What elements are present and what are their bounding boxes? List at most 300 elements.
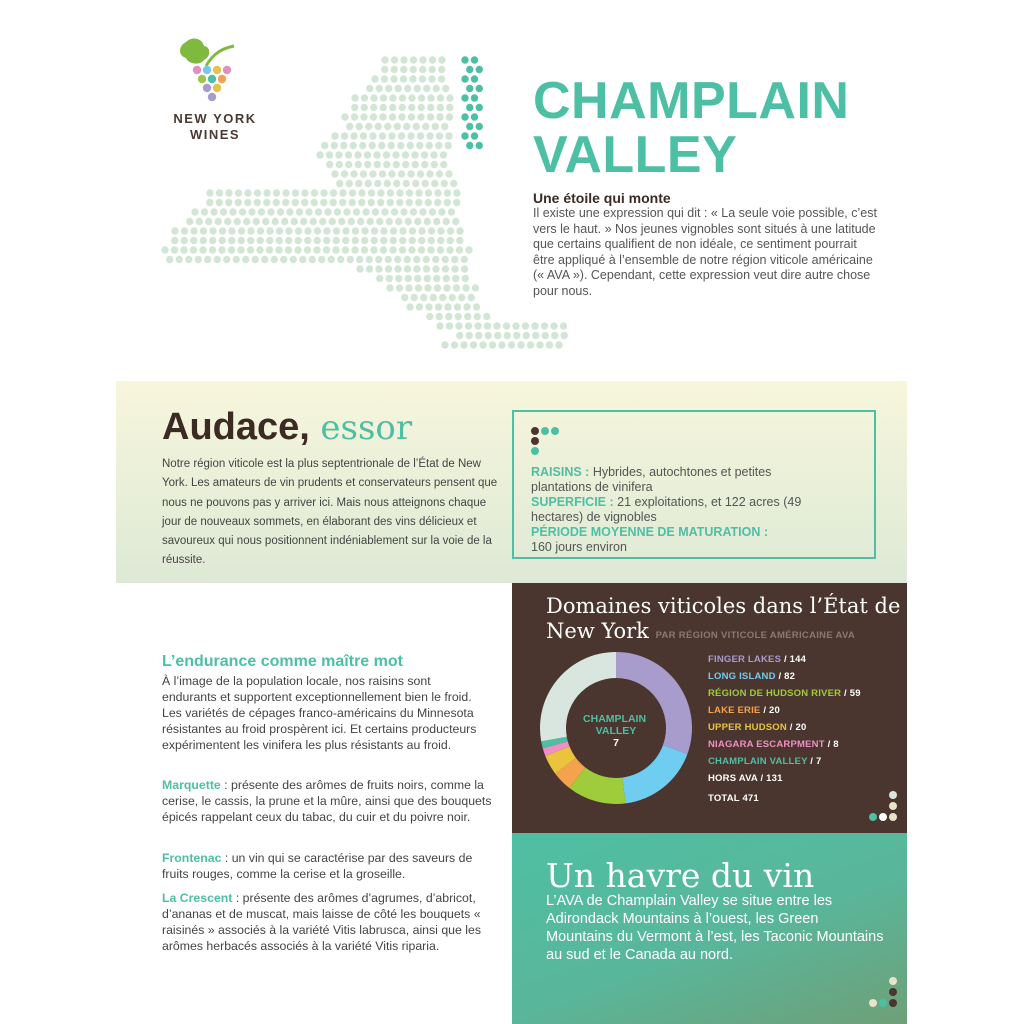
map-dot (389, 104, 396, 111)
map-dot (395, 275, 402, 282)
map-dot-champlain (466, 123, 473, 130)
donut-chart (536, 648, 696, 808)
map-dot (418, 104, 425, 111)
map-dot (474, 322, 481, 329)
map-dot (391, 66, 398, 73)
map-dot (244, 199, 251, 206)
map-dot (452, 218, 459, 225)
map-dot (360, 113, 367, 120)
map-dot (336, 161, 343, 168)
map-dot (334, 208, 341, 215)
map-dot (442, 85, 449, 92)
map-dot (396, 284, 403, 291)
map-dot (365, 180, 372, 187)
map-dot (400, 208, 407, 215)
map-dot (237, 246, 244, 253)
map-dot (376, 85, 383, 92)
map-dot (299, 256, 306, 263)
map-dot (431, 180, 438, 187)
map-dot (271, 256, 278, 263)
map-dot (441, 180, 448, 187)
map-dot (356, 256, 363, 263)
fact-value: 21 exploitations, et 122 acres (49 hectares) de vignobles (531, 495, 802, 524)
map-dot (301, 199, 308, 206)
map-dot (282, 189, 289, 196)
map-dot (350, 170, 357, 177)
map-dot (410, 208, 417, 215)
facts-list (531, 465, 831, 555)
map-dot (223, 256, 230, 263)
map-dot (352, 237, 359, 244)
map-dot (225, 189, 232, 196)
map-dot (426, 132, 433, 139)
map-dot (266, 227, 273, 234)
title-line1: CHAMPLAIN (533, 72, 850, 130)
map-dot (314, 227, 321, 234)
map-dot (408, 94, 415, 101)
legend-item (708, 753, 898, 770)
map-dot (229, 208, 236, 215)
map-dot (419, 66, 426, 73)
map-dot (273, 199, 280, 206)
legend-value: / 20 (760, 705, 780, 716)
map-dot (243, 218, 250, 225)
map-dot (444, 199, 451, 206)
map-dot (408, 246, 415, 253)
map-dot (383, 151, 390, 158)
map-dot (395, 85, 402, 92)
map-dot (321, 142, 328, 149)
intro-paragraph: Il existe une expression qui dit : « La seule voie possible, c’est vers le haut. » Nos jeunes vignobles sont situés à une latitude que certains qualifient de non idéale, ce sentiment pourrait être appliqué à l’ensemble de notre région viticole américaine (« AVA »). Cependant, cette expression veut dire autre chose pour nous. (533, 206, 877, 298)
map-dot (354, 151, 361, 158)
map-dot (185, 256, 192, 263)
variety-desc: : présente des arômes de fruits noirs, comme la cerise, le cassis, la prune et la mûre, ainsi que des bouquets épicés rappelant ceux du tabac, du cuir et du poivre noir. (162, 778, 492, 824)
map-dot (388, 132, 395, 139)
map-dot (383, 161, 390, 168)
map-dot (442, 265, 449, 272)
map-dot (429, 66, 436, 73)
map-dot (258, 208, 265, 215)
map-dot (441, 123, 448, 130)
map-dot (380, 94, 387, 101)
map-dot (347, 256, 354, 263)
map-dot (470, 341, 477, 348)
map-dot (389, 94, 396, 101)
map-dot (390, 75, 397, 82)
legend-label: LAKE ERIE (708, 705, 761, 716)
audace-paragraph: Notre région viticole est la plus septentrionale de l’État de New York. Les amateurs de vin prudents et conservateurs pensent que nous ne pouvons pas y arriver ici. Mais nous atteignons chaque jour de nouveaux sommets, en élaborant des vins délicieux et savoureux qui nous positionnent indéniablement sur la voie de la réussite. (162, 458, 498, 567)
map-dot-champlain (476, 142, 483, 149)
dots-ornament-icon (862, 976, 898, 1012)
map-dot (427, 113, 434, 120)
map-dot (399, 227, 406, 234)
map-dot (369, 132, 376, 139)
map-dot (239, 208, 246, 215)
map-dot (429, 56, 436, 63)
map-dot (415, 199, 422, 206)
map-dot (357, 218, 364, 225)
map-dot (442, 256, 449, 263)
map-dot (228, 227, 235, 234)
map-dot (381, 56, 388, 63)
map-dot (400, 56, 407, 63)
legend-value: / 82 (775, 671, 796, 682)
map-dot (351, 104, 358, 111)
map-dot (280, 256, 287, 263)
map-dot (418, 237, 425, 244)
map-dot (374, 161, 381, 168)
map-dot (315, 208, 322, 215)
variety-desc: : présente des arômes d’agrumes, d’abricot, d’ananas et de muscat, mais laisse de côté les bouquets « raisinés » associés à la variété Vitis labrusca, ainsi que les arômes herbacés associés à la variété Vitis riparia. (162, 891, 481, 953)
map-dot (331, 170, 338, 177)
map-dot (387, 189, 394, 196)
legend-label: FINGER LAKES (708, 654, 782, 665)
map-dot (368, 189, 375, 196)
fact-key: SUPERFICIE : (531, 495, 614, 509)
center-value: 7 (613, 737, 619, 749)
map-dot (180, 246, 187, 253)
map-dot (517, 341, 524, 348)
map-dot (386, 284, 393, 291)
map-dot (472, 284, 479, 291)
map-dot-champlain (466, 85, 473, 92)
legend-item (708, 736, 898, 753)
map-dot (399, 237, 406, 244)
map-dot (532, 332, 539, 339)
map-dot (541, 322, 548, 329)
map-dot (546, 341, 553, 348)
chart-title (546, 594, 901, 648)
map-dot (190, 227, 197, 234)
map-dot (425, 303, 432, 310)
map-dot (361, 246, 368, 253)
legend-value: / 7 (807, 756, 822, 767)
map-dot (423, 265, 430, 272)
map-dot (378, 142, 385, 149)
map-dot (377, 199, 384, 206)
map-dot (254, 189, 261, 196)
map-dot (456, 237, 463, 244)
map-dot (414, 85, 421, 92)
map-dot (209, 237, 216, 244)
legend-label: HORS AVA (708, 773, 758, 784)
map-dot (455, 313, 462, 320)
intro-heading: Une étoile qui monte (533, 190, 671, 206)
map-dot (360, 170, 367, 177)
map-dot (406, 303, 413, 310)
map-dot-champlain (471, 132, 478, 139)
map-dot (419, 56, 426, 63)
map-dot (508, 341, 515, 348)
map-dot (409, 237, 416, 244)
map-dot (332, 246, 339, 253)
map-dot (437, 227, 444, 234)
map-dot (443, 275, 450, 282)
map-dot (414, 275, 421, 282)
map-dot (445, 170, 452, 177)
map-dot (394, 256, 401, 263)
map-dot (285, 237, 292, 244)
map-dot (414, 218, 421, 225)
map-dot (216, 189, 223, 196)
map-dot (412, 180, 419, 187)
map-dot (380, 104, 387, 111)
map-dot (438, 66, 445, 73)
map-dot-champlain (461, 94, 468, 101)
map-dot (410, 56, 417, 63)
map-dot (437, 246, 444, 253)
map-dot (381, 66, 388, 73)
map-dot (425, 189, 432, 196)
map-dot (429, 208, 436, 215)
map-dot (373, 151, 380, 158)
map-dot (398, 170, 405, 177)
dots-ornament-icon (862, 790, 898, 826)
map-dot (410, 66, 417, 73)
legend-value: / 59 (841, 688, 861, 699)
map-dot-champlain (471, 56, 478, 63)
map-dot (395, 218, 402, 225)
map-dot (489, 341, 496, 348)
map-dot (338, 218, 345, 225)
map-dot (257, 237, 264, 244)
map-dot (422, 123, 429, 130)
map-dot (370, 104, 377, 111)
map-dot (220, 208, 227, 215)
map-dot (352, 227, 359, 234)
map-dot (267, 208, 274, 215)
map-dot (444, 303, 451, 310)
map-dot (433, 275, 440, 282)
title-line2: VALLEY (533, 126, 738, 184)
map-dot (409, 227, 416, 234)
map-dot (205, 218, 212, 225)
map-dot (379, 170, 386, 177)
map-dot (503, 322, 510, 329)
map-dot (199, 246, 206, 253)
map-dot (398, 113, 405, 120)
map-dot (403, 180, 410, 187)
map-dot (376, 218, 383, 225)
map-dot (431, 161, 438, 168)
map-dot (386, 275, 393, 282)
map-dot (234, 218, 241, 225)
map-dot (273, 189, 280, 196)
map-dot (181, 227, 188, 234)
map-dot (340, 142, 347, 149)
map-dot (375, 256, 382, 263)
map-dot (384, 180, 391, 187)
page-title (533, 74, 933, 182)
map-dot (446, 104, 453, 111)
map-dot (370, 113, 377, 120)
map-dot (466, 332, 473, 339)
map-dot (527, 341, 534, 348)
map-dot-champlain (471, 113, 478, 120)
map-dot (428, 227, 435, 234)
map-dot (432, 265, 439, 272)
map-dot (434, 189, 441, 196)
map-dot (450, 180, 457, 187)
map-dot (253, 218, 260, 225)
map-dot (235, 199, 242, 206)
map-dot (176, 256, 183, 263)
map-dot (171, 237, 178, 244)
map-dot (333, 237, 340, 244)
map-dot (417, 113, 424, 120)
fact-key: RAISINS : (531, 465, 590, 479)
map-dot (372, 208, 379, 215)
map-dot (409, 75, 416, 82)
map-dot (451, 265, 458, 272)
map-dot (364, 161, 371, 168)
map-dot (296, 208, 303, 215)
haven-heading: Un havre du vin (546, 856, 815, 895)
map-dot-champlain (471, 94, 478, 101)
fact-superficie (531, 495, 831, 525)
map-dot (397, 142, 404, 149)
map-dot (310, 218, 317, 225)
map-dot (166, 256, 173, 263)
legend-label: RÉGION DE HUDSON RIVER (708, 688, 842, 699)
map-dot (418, 246, 425, 253)
map-dot (285, 227, 292, 234)
map-dot (417, 132, 424, 139)
map-dot (493, 322, 500, 329)
map-dot (323, 237, 330, 244)
map-dot (398, 132, 405, 139)
map-dot (206, 189, 213, 196)
map-dot (380, 237, 387, 244)
map-dot-champlain (466, 66, 473, 73)
map-dot (522, 322, 529, 329)
legend-value: / 20 (786, 722, 807, 733)
map-dot (311, 189, 318, 196)
map-dot (438, 208, 445, 215)
map-dot (342, 237, 349, 244)
map-dot (304, 237, 311, 244)
map-dot (438, 56, 445, 63)
map-dot (242, 256, 249, 263)
legend-item (708, 702, 898, 719)
map-dot (413, 265, 420, 272)
map-dot (263, 199, 270, 206)
chart-subtitle: PAR RÉGION VITICOLE AMÉRICAINE AVA (655, 630, 856, 641)
fact-maturation (531, 525, 831, 555)
map-dot (351, 246, 358, 253)
map-dot (418, 94, 425, 101)
legend-item (708, 651, 898, 668)
map-dot (411, 151, 418, 158)
map-dot (550, 322, 557, 329)
map-dot (427, 94, 434, 101)
map-dot (453, 284, 460, 291)
map-dot (551, 332, 558, 339)
map-dot (326, 161, 333, 168)
map-dot (436, 322, 443, 329)
map-dot (380, 227, 387, 234)
map-dot (266, 246, 273, 253)
map-dot (335, 151, 342, 158)
map-dot (375, 123, 382, 130)
map-dot (447, 227, 454, 234)
map-dot (451, 341, 458, 348)
map-dot (437, 104, 444, 111)
map-dot (320, 199, 327, 206)
map-dot (291, 218, 298, 225)
map-dot (465, 246, 472, 253)
map-dot (362, 208, 369, 215)
map-dot (406, 199, 413, 206)
map-dot (434, 199, 441, 206)
map-dot (219, 227, 226, 234)
map-dot (513, 332, 520, 339)
map-dot (314, 237, 321, 244)
map-dot (412, 161, 419, 168)
map-dot (370, 94, 377, 101)
map-dot (294, 246, 301, 253)
map-dot (446, 113, 453, 120)
map-dot (401, 294, 408, 301)
map-dot-champlain (466, 142, 473, 149)
map-dot (368, 199, 375, 206)
map-dot (215, 218, 222, 225)
map-dot (262, 218, 269, 225)
audace-heading-light: essor (320, 408, 413, 448)
map-dot (295, 237, 302, 244)
map-dot (319, 218, 326, 225)
map-dot (356, 265, 363, 272)
map-dot (204, 256, 211, 263)
map-dot (224, 218, 231, 225)
map-dot (350, 132, 357, 139)
map-dot (420, 294, 427, 301)
map-dot-champlain (461, 75, 468, 82)
map-dot (446, 246, 453, 253)
map-dot (404, 256, 411, 263)
map-dot (404, 85, 411, 92)
map-dot (386, 218, 393, 225)
map-dot (247, 237, 254, 244)
map-dot (360, 132, 367, 139)
map-dot (417, 170, 424, 177)
legend-item (708, 719, 898, 736)
map-dot (196, 218, 203, 225)
map-dot (405, 275, 412, 282)
map-dot (385, 256, 392, 263)
map-dot (494, 332, 501, 339)
map-dot (292, 189, 299, 196)
center-label-line2: VALLEY (595, 725, 637, 737)
map-dot (209, 227, 216, 234)
map-dot (339, 199, 346, 206)
map-dot (419, 208, 426, 215)
map-dot (276, 237, 283, 244)
map-dot (461, 256, 468, 263)
map-dot (399, 104, 406, 111)
map-dot (416, 303, 423, 310)
map-dot (186, 218, 193, 225)
map-dot (462, 275, 469, 282)
map-dot (498, 341, 505, 348)
map-dot-champlain (461, 113, 468, 120)
map-dot (456, 227, 463, 234)
map-dot (377, 189, 384, 196)
map-dot (316, 151, 323, 158)
map-dot (371, 227, 378, 234)
map-dot (437, 237, 444, 244)
map-dot (342, 246, 349, 253)
